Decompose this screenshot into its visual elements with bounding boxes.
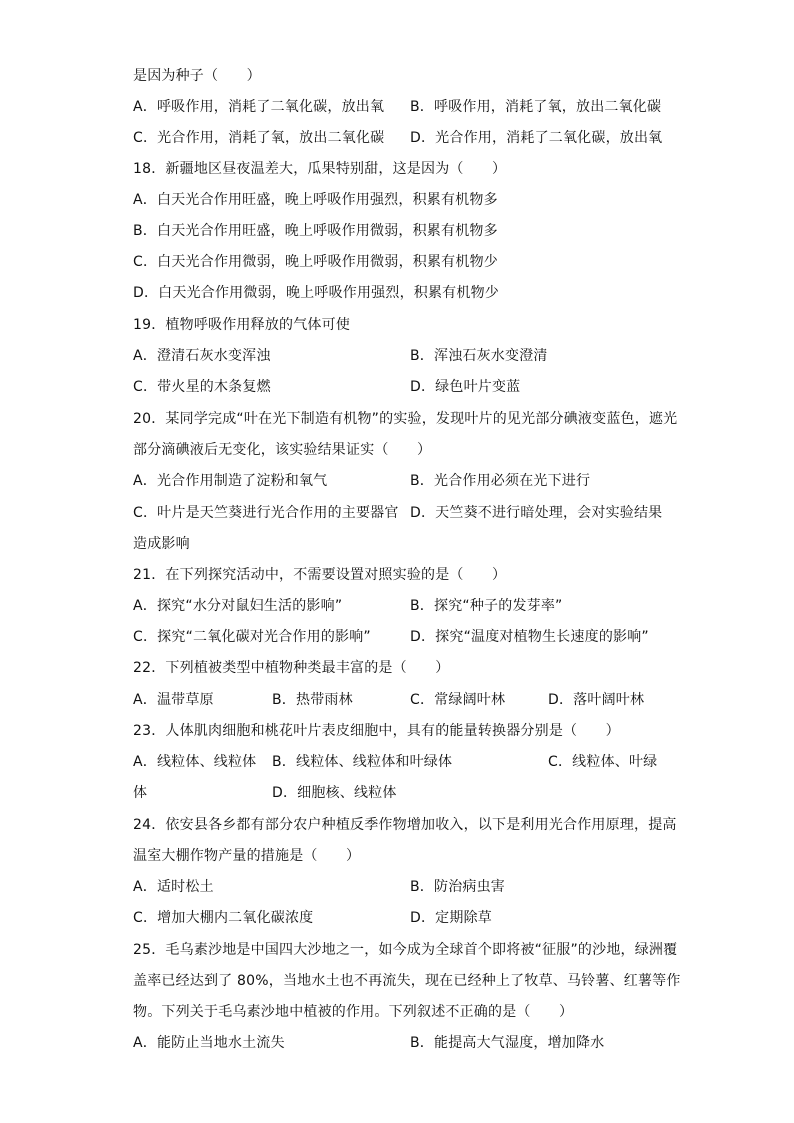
q17-option-d: D．光合作用，消耗了二氧化碳，放出氧 (410, 130, 663, 146)
q23-option-c: C．线粒体、叶绿 (548, 754, 658, 770)
q22-option-a: A．温带草原 (133, 692, 214, 708)
q19-option-a: A．澄清石灰水变浑浊 (133, 348, 271, 364)
q22-option-c: C．常绿阔叶林 (410, 692, 506, 708)
q19-option-b: B．浑浊石灰水变澄清 (410, 348, 548, 364)
question-20-line-2: 部分滴碘液后无变化，该实验结果证实（ ） (133, 442, 432, 458)
q20-option-b: B．光合作用必须在光下进行 (410, 473, 591, 489)
question-18: 18．新疆地区昼夜温差大，瓜果特别甜，这是因为（ ） (133, 161, 507, 177)
q21-option-c: C．探究“二氧化碳对光合作用的影响” (133, 629, 371, 645)
q25-option-a: A．能防止当地水土流失 (133, 1035, 285, 1051)
q18-option-c: C．白天光合作用微弱，晚上呼吸作用微弱，积累有机物少 (133, 254, 498, 270)
q20-option-a: A．光合作用制造了淀粉和氧气 (133, 473, 328, 489)
question-25-line-2: 盖率已经达到了 80%，当地水土也不再流失，现在已经种上了牧草、马铃薯、红薯等作 (133, 973, 681, 989)
q24-option-c: C．增加大棚内二氧化碳浓度 (133, 910, 314, 926)
q22-option-d: D．落叶阔叶林 (548, 692, 645, 708)
question-24-line-1: 24．依安县各乡都有部分农户种植反季作物增加收入，以下是利用光合作用原理，提高 (133, 817, 677, 833)
q20-option-d-continued: 造成影响 (133, 536, 190, 552)
q20-option-d: D．天竺葵不进行暗处理，会对实验结果 (410, 505, 663, 521)
q18-option-d: D．白天光合作用微弱，晚上呼吸作用强烈，积累有机物少 (133, 285, 499, 301)
q18-option-b: B．白天光合作用旺盛，晚上呼吸作用微弱，积累有机物多 (133, 223, 498, 239)
q17-option-a: A．呼吸作用，消耗了二氧化碳，放出氧 (133, 99, 385, 115)
q21-option-b: B．探究“种子的发芽率” (410, 598, 563, 614)
q19-option-d: D．绿色叶片变蓝 (410, 379, 521, 395)
q24-option-a: A．适时松土 (133, 879, 214, 895)
question-21: 21．在下列探究活动中，不需要设置对照实验的是（ ） (133, 567, 507, 583)
question-24-line-2: 温室大棚作物产量的措施是（ ） (133, 848, 361, 864)
q23-option-a: A．线粒体、线粒体 (133, 754, 257, 770)
question-25-line-3: 物。下列关于毛乌素沙地中植被的作用。下列叙述不正确的是（ ） (133, 1004, 574, 1020)
question-20-line-1: 20．某同学完成“叶在光下制造有机物”的实验，发现叶片的见光部分碘液变蓝色，遮光 (133, 411, 678, 427)
q17-option-c: C．光合作用，消耗了氧，放出二氧化碳 (133, 130, 385, 146)
q22-option-b: B．热带雨林 (272, 692, 353, 708)
q23-option-c-continued: 体 (133, 785, 148, 801)
q24-option-b: B．防治病虫害 (410, 879, 506, 895)
q18-option-a: A．白天光合作用旺盛，晚上呼吸作用强烈，积累有机物多 (133, 192, 498, 208)
q23-option-d: D．细胞核、线粒体 (272, 785, 397, 801)
q25-option-b: B．能提高大气湿度，增加降水 (410, 1035, 605, 1051)
q21-option-d: D．探究“温度对植物生长速度的影响” (410, 629, 649, 645)
q20-option-c: C．叶片是天竺葵进行光合作用的主要器官 (133, 505, 399, 521)
q17-option-b: B．呼吸作用，消耗了氧，放出二氧化碳 (410, 99, 662, 115)
question-19: 19．植物呼吸作用释放的气体可使 (133, 317, 351, 333)
question-25-line-1: 25．毛乌素沙地是中国四大沙地之一，如今成为全球首个即将被“征服”的沙地，绿洲覆 (133, 942, 678, 958)
q24-option-d: D．定期除草 (410, 910, 492, 926)
q19-option-c: C．带火星的木条复燃 (133, 379, 271, 395)
question-17-stem-tail: 是因为种子（ ） (133, 68, 261, 84)
q23-option-b: B．线粒体、线粒体和叶绿体 (272, 754, 453, 770)
question-23: 23．人体肌肉细胞和桃花叶片表皮细胞中，具有的能量转换器分别是（ ） (133, 723, 620, 739)
q21-option-a: A．探究“水分对鼠妇生活的影响” (133, 598, 343, 614)
question-22: 22．下列植被类型中植物种类最丰富的是（ ） (133, 660, 450, 676)
